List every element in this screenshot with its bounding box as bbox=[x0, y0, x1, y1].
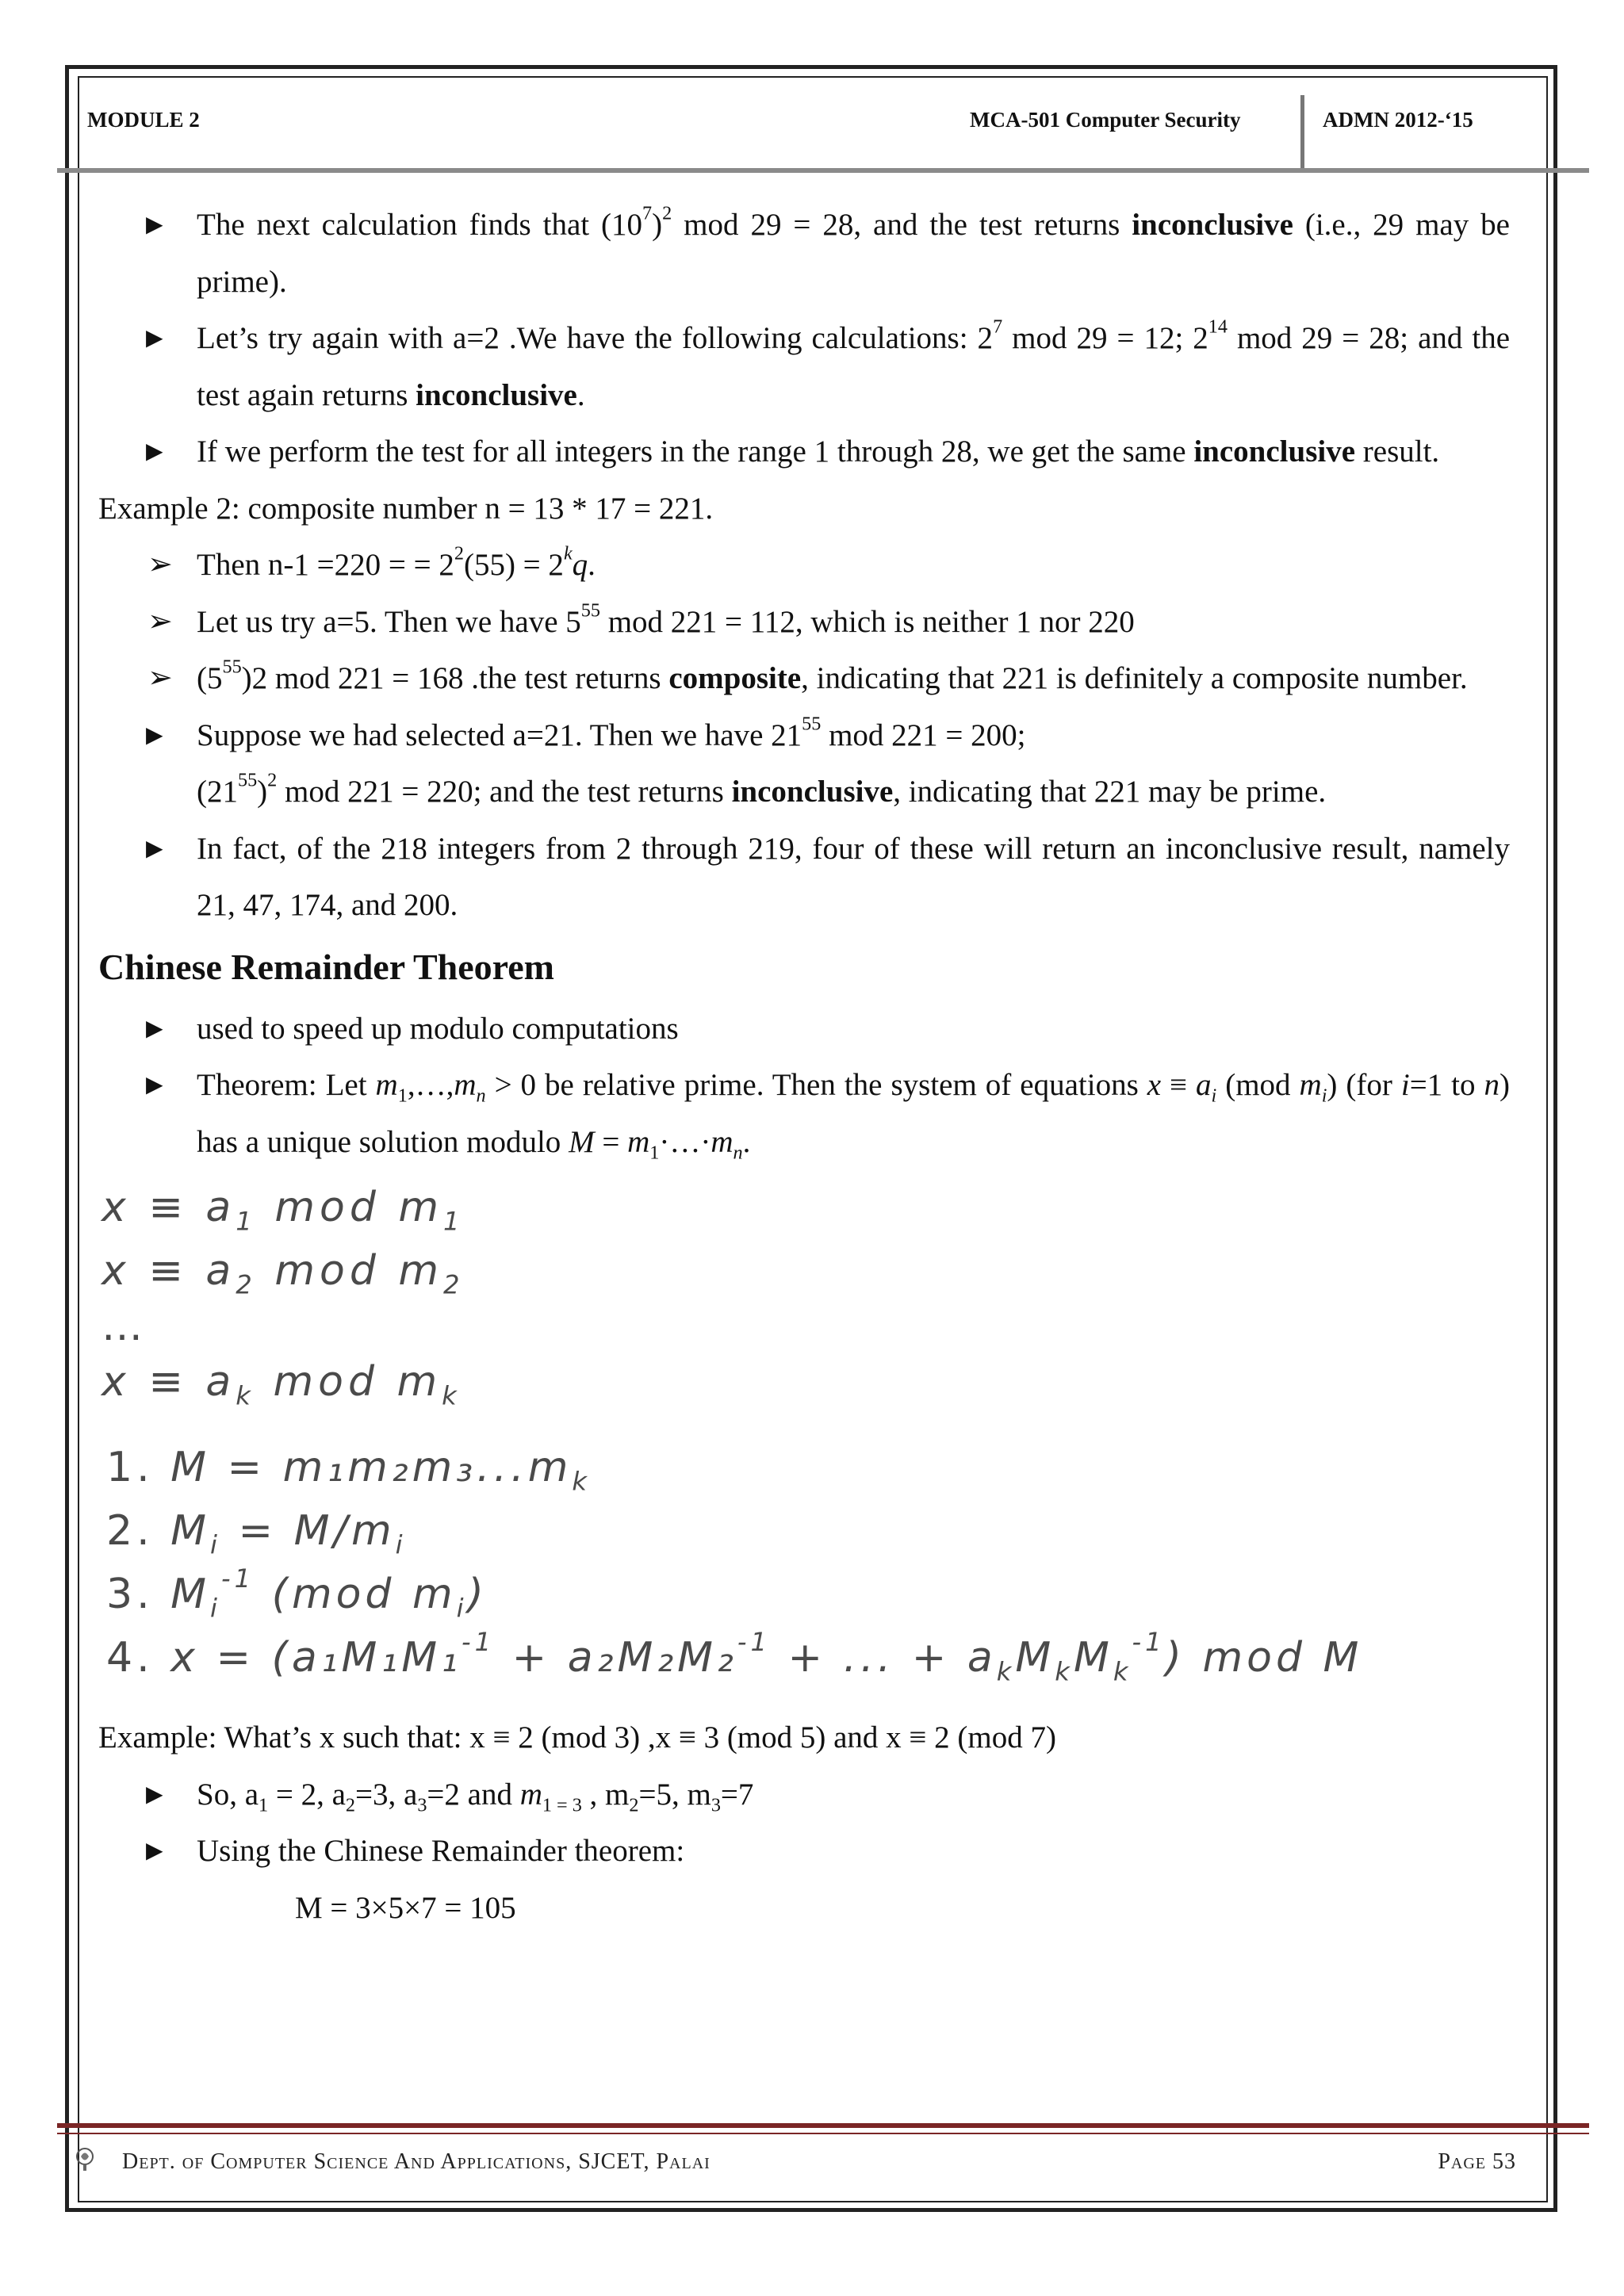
arrow-bullet-icon: ➢ bbox=[147, 661, 173, 695]
arrow-item: ➢ Then n-1 =220 = = $2^2(55) = 2^kq$. bbox=[98, 537, 1510, 594]
arrow-bullet-icon: ➢ bbox=[147, 548, 173, 581]
arrow-item: ➢ $(5^{55})2$ mod 221 = 168 .the test returns composite, indicating that 221 is definitely a composite number. bbox=[98, 650, 1510, 707]
modulus-result: M = 3×5×7 = 105 bbox=[295, 1890, 516, 1925]
arrow-bullet-icon: ➢ bbox=[147, 604, 173, 638]
bullet-item: ▶ The next calculation finds that $(10^7)^2$ mod 29 = 28, and the test returns inconclusive (i.e., 29 may be prime). bbox=[98, 197, 1510, 310]
triangle-bullet-icon: ▶ bbox=[146, 836, 163, 861]
header-course: MCA-501 Computer Security bbox=[970, 108, 1241, 132]
bullet-item: ▶ Theorem: Let $m_1,\dots,m_n > 0$ be relative prime. Then the system of equations $x \equiv a_i$ (mod $m_i$) (for i=1 to n) has a unique solution modulo $M = m_1\cdot\dots\cdot m_n$. bbox=[98, 1057, 1510, 1170]
triangle-bullet-icon: ▶ bbox=[146, 326, 163, 350]
crt-step: 4. x = (a₁M₁M₁$^{-1}$ + a₂M₂M₂$^{-1}$ + ... + $a_kM_kM_k^{-1}$) mod M bbox=[106, 1627, 1363, 1687]
triangle-bullet-icon: ▶ bbox=[146, 212, 163, 237]
footer-rule-thin bbox=[57, 2133, 1589, 2134]
congruence-system bbox=[98, 1180, 1510, 1433]
section-heading: Chinese Remainder Theorem bbox=[98, 946, 554, 987]
bullet-item: ▶ used to speed up modulo computations bbox=[98, 1001, 1510, 1058]
bullet-item: ▶ Suppose we had selected a=21. Then we have $21^{55}$ mod 221 = 200; $(21^{55})^2$ mod 221 = 220; and the test returns inconclusive, indicating that 221 may be prime. bbox=[98, 707, 1510, 821]
bullet-item: ▶ If we perform the test for all integers in the range 1 through 28, we get the same inconclusive result. bbox=[98, 423, 1510, 480]
bullet-item: ▶ Let’s try again with a=2 .We have the following calculations: $2^7$ mod 29 = 12; $2^{14}$ mod 29 = 28; and the test again returns inconclusive. bbox=[98, 310, 1510, 423]
triangle-bullet-icon: ▶ bbox=[146, 1073, 163, 1097]
triangle-bullet-icon: ▶ bbox=[146, 1781, 163, 1807]
example-2-text: Example 2: composite number n = 13 * 17 = 221. bbox=[98, 491, 714, 526]
bullet-item: ▶ So, $a_1 = 2$, $a_2=3$, $a_3=2$ and $m_{1 = 3}$ , $m_2=5$, $m_3=7$ bbox=[98, 1766, 1510, 1823]
header-admission: ADMN 2012-‘15 bbox=[1323, 108, 1473, 132]
triangle-bullet-icon: ▶ bbox=[146, 722, 163, 748]
equation-line: $x \equiv a_1$ mod $m_1$ bbox=[102, 1184, 465, 1237]
footer-rule bbox=[57, 2123, 1589, 2128]
triangle-bullet-icon: ▶ bbox=[146, 439, 163, 464]
footer-department: Dept. of Computer Science And Applications, SJCET, Palai bbox=[122, 2149, 710, 2174]
footer-page-number: Page 53 bbox=[1438, 2149, 1516, 2174]
college-logo-icon bbox=[75, 2145, 95, 2172]
header-separator bbox=[1300, 95, 1304, 168]
crt-step: 1. $M = m_1m_2m_3...m_k$ bbox=[106, 1444, 592, 1497]
equation-ellipsis: … bbox=[102, 1303, 147, 1350]
crt-step: 3. $M_i^{-1}$ (mod $m_i$) bbox=[106, 1563, 488, 1624]
page-content bbox=[98, 197, 1510, 1936]
bullet-item: ▶ Using the Chinese Remainder theorem: bbox=[98, 1823, 1510, 1880]
equation-line: $x \equiv a_2$ mod $m_2$ bbox=[102, 1247, 465, 1300]
page-footer bbox=[78, 2145, 1548, 2184]
triangle-bullet-icon: ▶ bbox=[146, 1839, 163, 1863]
example-crt-text: Example: What’s x such that: x ≡ 2 (mod 3) ,x ≡ 3 (mod 5) and x ≡ 2 (mod 7) bbox=[98, 1720, 1056, 1755]
page-header bbox=[78, 95, 1548, 147]
bullet-item: ▶ In fact, of the 218 integers from 2 through 219, four of these will return an inconclusive result, namely 21, 47, 174, and 200. bbox=[98, 821, 1510, 934]
triangle-bullet-icon: ▶ bbox=[146, 1016, 163, 1041]
header-rule bbox=[57, 168, 1589, 173]
crt-step: 2. $M_i = M/m_i$ bbox=[106, 1507, 407, 1560]
crt-steps bbox=[98, 1440, 1510, 1709]
equation-line: $x \equiv a_k$ mod $m_k$ bbox=[102, 1358, 462, 1411]
header-module: MODULE 2 bbox=[87, 108, 200, 132]
arrow-item: ➢ Let us try a=5. Then we have $5^{55}$ mod 221 = 112, which is neither 1 nor 220 bbox=[98, 594, 1510, 651]
